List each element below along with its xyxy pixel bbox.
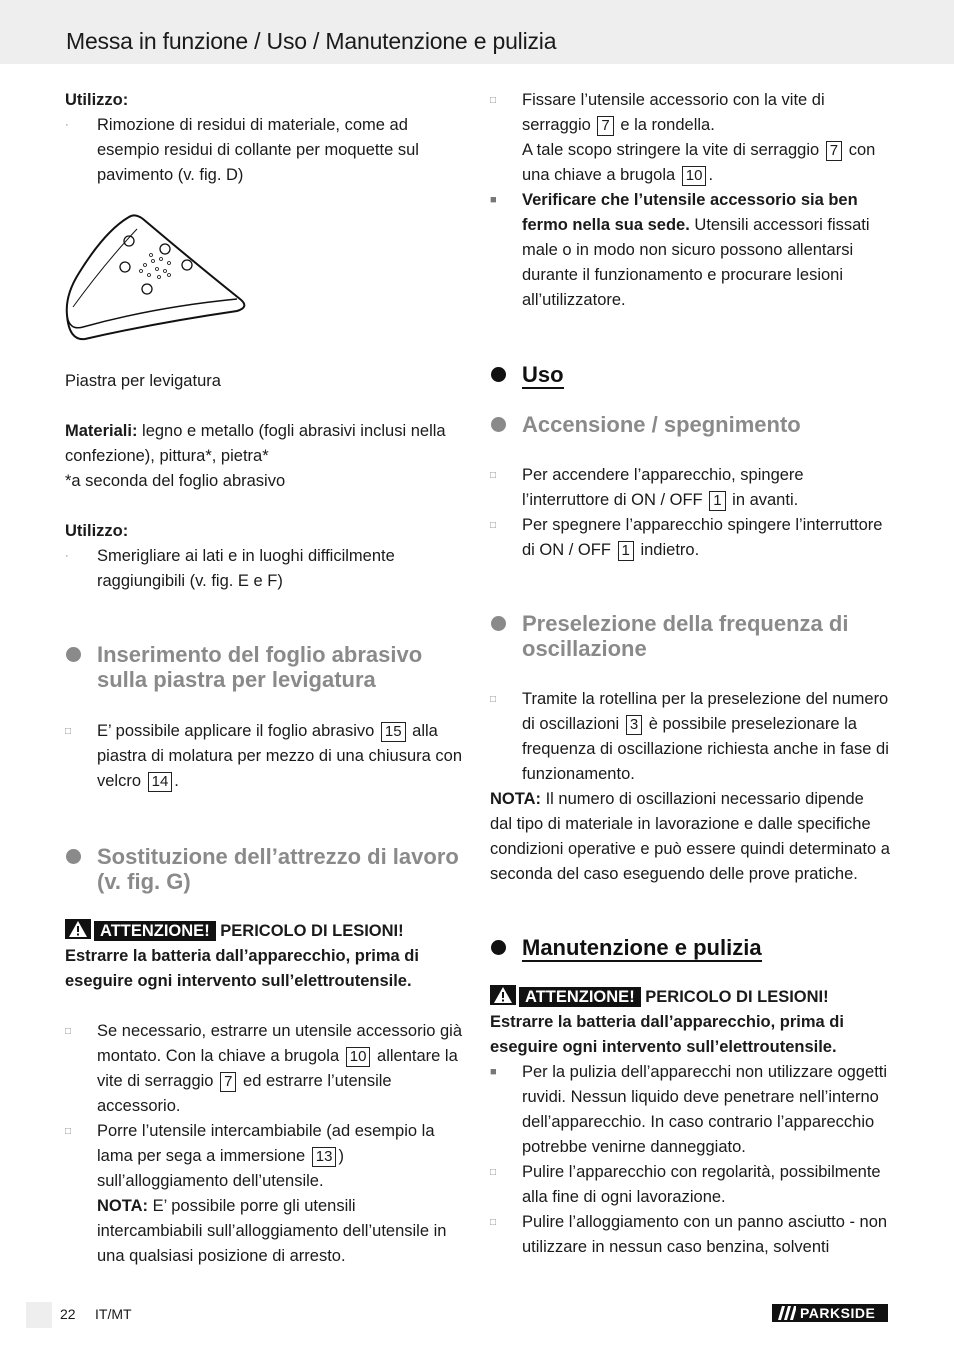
- page-title: Messa in funzione / Uso / Manutenzione e pulizia: [66, 28, 557, 54]
- checkbox-square-icon: □: [490, 520, 497, 531]
- brand-logo: [772, 1304, 888, 1322]
- warning-label: ATTENZIONE!: [94, 921, 216, 941]
- checkbox-square-icon: □: [65, 726, 72, 737]
- bullet-dot-icon: [66, 647, 81, 662]
- nota-paragraph: NOTA: E’ possibile porre gli utensili intercambiabili sull’alloggiamento dell’utensile in una qualsiasi posizione di arresto.: [97, 1197, 447, 1265]
- section-heading-preselezione: Preselezione della frequenza di oscillazione: [490, 611, 890, 661]
- list-item: □ Tramite la rotellina per la preselezione del numero di oscillazioni 3 è possibile preselezionare la frequenza di oscillazione richiesta anche in fase di funzionamento.: [490, 687, 890, 787]
- list-item: □ Porre l’utensile intercambiabile (ad esempio la lama per sega a immersione 13 ) sull’alloggiamento dell’utensile. NOTA: E’ possibile porre gli utensili intercambiabili sull’alloggiamento dell’utensile in una qualsiasi posizione di arresto.: [65, 1119, 465, 1269]
- part-number-box: 3: [626, 715, 642, 735]
- list-item: ■ Verificare che l’utensile accessorio sia ben fermo nella sua sede. Utensili accessori fissati male o in modo non sicuro possono allentarsi durante il funzionamento e procurare lesioni all’utilizzatore.: [490, 188, 890, 313]
- checkbox-square-icon: □: [490, 694, 497, 705]
- list-item: ■ Per la pulizia dell’apparecchi non utilizzare oggetti ruvidi. Nessun liquido deve penetrare nell’interno dell’apparecchio. In caso contrario l’apparecchio potrebbe venirne danneggiato.: [490, 1060, 890, 1160]
- bullet-dot-icon: [491, 417, 506, 432]
- warning-triangle-icon: [490, 985, 516, 1005]
- utilizzo-text: Smerigliare ai lati e in luoghi difficilmente raggiungibili (v. fig. E e F): [97, 547, 395, 590]
- bullet-marker: ·: [65, 550, 69, 562]
- checkbox-square-icon: □: [490, 1217, 497, 1228]
- warning-block: [490, 985, 890, 1060]
- list-item: [65, 544, 465, 594]
- part-number-box: 10: [346, 1047, 371, 1067]
- list-item: □ Per spegnere l’apparecchio spingere l’interruttore di ON / OFF 1 indietro.: [490, 513, 890, 563]
- logo-stripes-icon: [778, 1306, 796, 1320]
- warning-label: ATTENZIONE!: [519, 987, 641, 1007]
- materiali-paragraph: [65, 419, 465, 469]
- part-number-box: 7: [597, 116, 613, 136]
- warning-heading: PERICOLO DI LESIONI!: [640, 988, 829, 1006]
- warning-heading: PERICOLO DI LESIONI!: [215, 922, 404, 940]
- list-item: □ Pulire l’apparecchio con regolarità, possibilmente alla fine di ogni lavorazione.: [490, 1160, 890, 1210]
- part-number-box: 15: [381, 722, 406, 742]
- brand-name: PARKSIDE: [800, 1305, 876, 1321]
- filled-square-icon: ■: [490, 194, 497, 206]
- warning-text: Estrarre la batteria dall’apparecchio, prima di eseguire ogni intervento sull’elettroutensile.: [65, 947, 419, 990]
- section-heading-uso: Uso: [490, 362, 890, 388]
- section-heading-sostituzione: Sostituzione dell’attrezzo di lavoro (v. fig. G): [65, 844, 465, 894]
- filled-square-icon: ■: [490, 1066, 497, 1078]
- section-heading-accensione: Accensione / spegnimento: [490, 412, 890, 437]
- section-heading-manutenzione: Manutenzione e pulizia: [490, 935, 890, 961]
- part-number-box: 13: [312, 1147, 337, 1167]
- utilizzo-text: Rimozione di residui di materiale, come ad esempio residui di collante per moquette sul pavimento (v. fig. D): [97, 116, 419, 184]
- part-number-box: 7: [826, 141, 842, 161]
- checkbox-square-icon: □: [490, 1167, 497, 1178]
- page-number: 22: [60, 1306, 76, 1322]
- left-column: [65, 88, 465, 1269]
- section-heading-inserimento: Inserimento del foglio abrasivo sulla piastra per levigatura: [65, 642, 465, 692]
- materiali-text: legno e metallo (fogli abrasivi inclusi nella confezione), pittura*, pietra*: [65, 422, 446, 465]
- part-number-box: 14: [148, 772, 173, 792]
- list-item: □ Se necessario, estrarre un utensile accessorio già montato. Con la chiave a brugola 10 allentare la vite di serraggio 7 ed estrarre l’utensile accessorio.: [65, 1019, 465, 1119]
- list-item: □ Pulire l’alloggiamento con un panno asciutto - non utilizzare in nessun caso benzina, solventi: [490, 1210, 890, 1260]
- list-item: □ Per accendere l’apparecchio, spingere l’interruttore di ON / OFF 1 in avanti.: [490, 463, 890, 513]
- bullet-dot-icon: [491, 940, 506, 955]
- warning-block: [65, 919, 465, 994]
- part-number-box: 1: [618, 541, 634, 561]
- figure-caption: Piastra per levigatura: [65, 372, 221, 390]
- materiali-note: *a seconda del foglio abrasivo: [65, 472, 286, 490]
- sanding-plate-illustration: [65, 203, 285, 343]
- warning-text: Estrarre la batteria dall’apparecchio, prima di eseguire ogni intervento sull’elettroutensile.: [490, 1013, 844, 1056]
- checkbox-square-icon: □: [490, 470, 497, 481]
- warning-triangle-icon: [65, 919, 91, 939]
- checkbox-square-icon: □: [490, 95, 497, 106]
- utilizzo-label: Utilizzo:: [65, 91, 129, 109]
- list-item: [65, 113, 465, 188]
- list-item: □ E’ possibile applicare il foglio abrasivo 15 alla piastra di molatura per mezzo di una chiusura con velcro 14 .: [65, 719, 465, 794]
- right-column: [490, 88, 890, 1260]
- language-code: IT/MT: [95, 1306, 132, 1322]
- part-number-box: 7: [220, 1072, 236, 1092]
- checkbox-square-icon: □: [65, 1026, 72, 1037]
- materiali-label: Materiali:: [65, 422, 138, 440]
- part-number-box: 1: [709, 491, 725, 511]
- nota-paragraph: NOTA: Il numero di oscillazioni necessario dipende dal tipo di materiale in lavorazione e dalle specifiche condizioni operative e può essere quindi determinato a seconda del caso eseguendo delle prove pratiche.: [490, 790, 890, 883]
- checkbox-square-icon: □: [65, 1126, 72, 1137]
- part-number-box: 10: [682, 166, 707, 186]
- bullet-dot-icon: [491, 616, 506, 631]
- bullet-dot-icon: [66, 849, 81, 864]
- page-header: [0, 0, 954, 64]
- page-corner-box: [26, 1302, 52, 1328]
- bullet-marker: ·: [65, 119, 69, 131]
- list-item: □ Fissare l’utensile accessorio con la vite di serraggio 7 e la rondella. A tale scopo stringere la vite di serraggio 7 con una chiave a brugola 10 .: [490, 88, 890, 188]
- utilizzo-label: Utilizzo:: [65, 522, 129, 540]
- bullet-dot-icon: [491, 367, 506, 382]
